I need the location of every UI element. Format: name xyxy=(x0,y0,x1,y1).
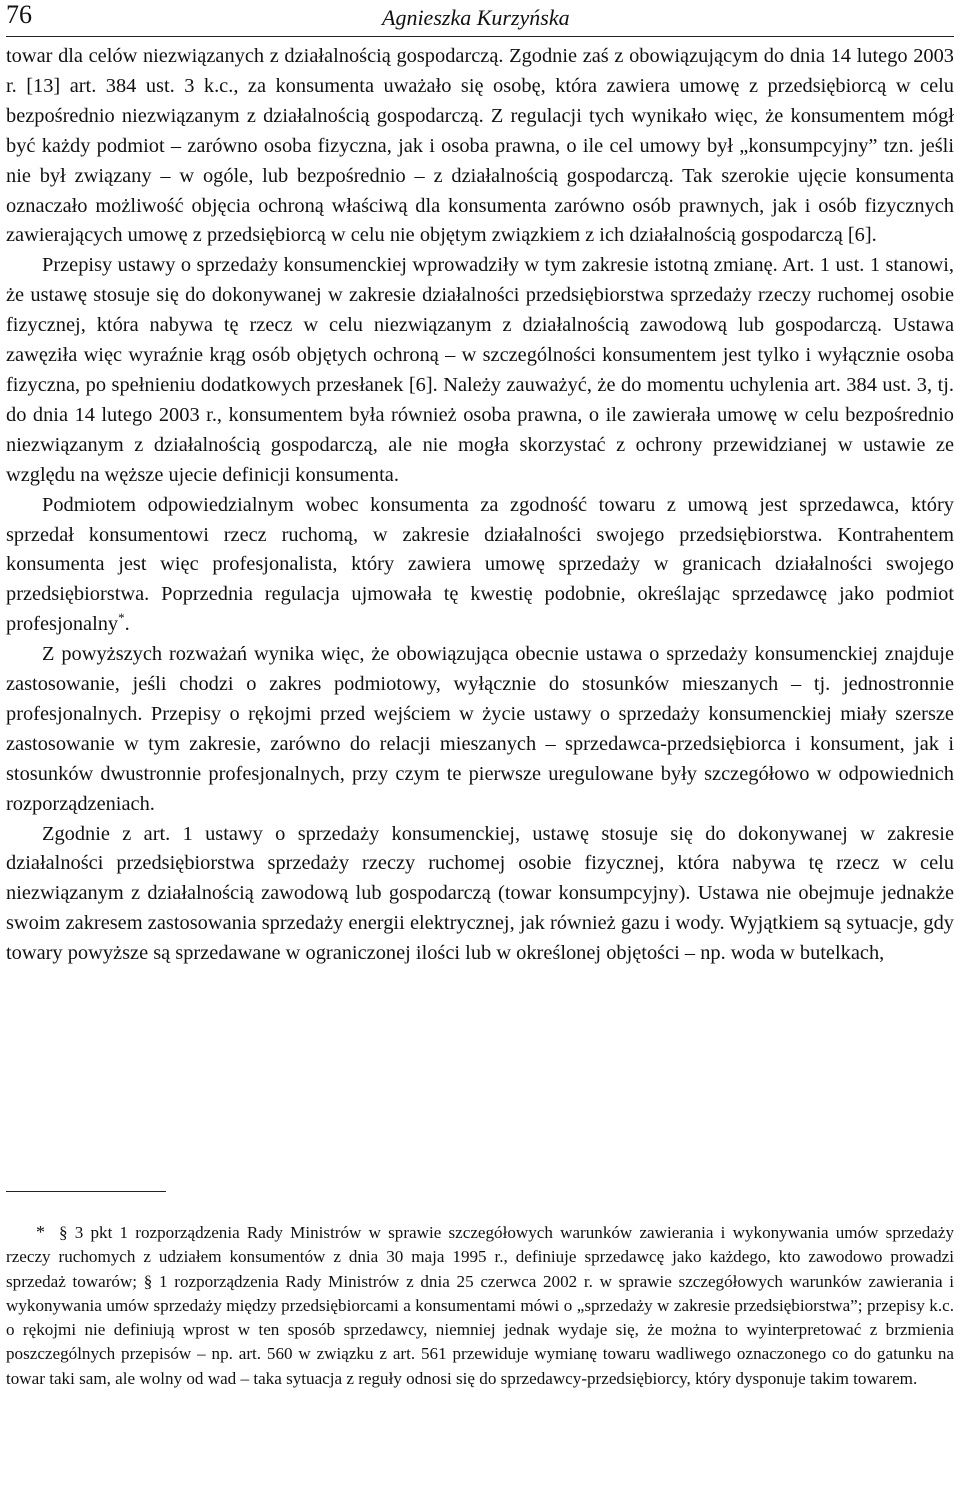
paragraph-1: towar dla celów niezwiązanych z działalnością gospodarczą. Zgodnie zaś z obowiązującym do dnia 14 lutego 2003 r. [13] art. 384 ust. 3 k.c., za konsumenta uważało się osobę, która zawiera umowę z przedsiębiorcą w celu bezpośrednio niezwiązanym z działalnością gospodarczą. Z regulacji tych wynikało więc, że konsumentem mógł być każdy podmiot – zarówno osoba fizyczna, jak i osoba prawna, o ile cel umowy był „konsumpcyjny” tzn. jeśli nie był związany – w ogóle, lub bezpośrednio – z działalnością gospodarczą. Tak szerokie ujęcie konsumenta oznaczało możliwość objęcia ochroną właściwą dla konsumenta zarówno osób prawnych, jak i osób fizycznych zawierających umowę z przedsiębiorcą w celu nie objętym związkiem z ich działalnością gospodarczą [6]. xyxy=(6,45,954,247)
paragraph-4: Z powyższych rozważań wynika więc, że obowiązująca obecnie ustawa o sprzedaży konsumenckiej znajduje zastosowanie, jeśli chodzi o zakres podmiotowy, wyłącznie do stosunków mieszanych – tj. jednostronnie profesjonalnych. Przepisy o rękojmi przed wejściem w życie ustawy o sprzedaży konsumenckiej miały szersze zastosowanie w tym zakresie, zarówno do relacji mieszanych – sprzedawca-przedsiębiorca i konsument, jak i stosunków dwustronnie profesjonalnych, przy czym te pierwsze uregulowane były szczegółowo w odpowiednich rozporządzeniach. xyxy=(6,643,954,815)
footnote-reference[interactable]: * xyxy=(118,610,125,626)
footnote-separator xyxy=(6,1191,166,1192)
body-text xyxy=(6,42,954,969)
paragraph-3-text: Podmiotem odpowiedzialnym wobec konsumenta za zgodność towaru z umową jest sprzedawca, który sprzedał konsumentowi rzecz ruchomą, w zakresie działalności swojego przedsiębiorstwa. Kontrahentem konsumenta jest więc profesjonalista, który zawiera umowę sprzedaży w granicach działalności swojego przedsiębiorstwa. Poprzednia regulacja ujmowała tę kwestię podobnie, określając sprzedawcę jako podmiot profesjonalny xyxy=(6,493,954,636)
footnote-text: § 3 pkt 1 rozporządzenia Rady Ministrów w sprawie szczegółowych warunków zawierania i wykonywania umów sprzedaży rzeczy ruchomych z udziałem konsumentów z dnia 30 maja 1995 r., definiuje sprzedawcę jako każdego, kto zawodowo prowadzi sprzedaż towarów; § 1 rozporządzenia Rady Ministrów z dnia 25 czerwca 2002 r. w sprawie szczegółowych warunków zawierania i wykonywania umów sprzedaży między przedsiębiorcami a konsumentami mówi o „sprzedaży w zakresie przedsiębiorstwa”; przepisy k.c. o rękojmi nie definiują wprost w ten sposób sprzedawcy, niemniej jednak wydaje się, że można to wyinterpretować z brzmienia poszczególnych przepisów – np. art. 560 w związku z art. 561 przewiduje wymianę towaru wadliwego oznaczonego co do gatunku na towar taki sam, ale wolny od wad – taka sytuacja z reguły odnosi się do sprzedawcy-przedsiębiorcy, który dysponuje takim towarem. xyxy=(6,1223,954,1388)
paragraph-3: Podmiotem odpowiedzialnym wobec konsumenta za zgodność towaru z umową jest sprzedawca, który sprzedał konsumentowi rzecz ruchomą, w zakresie działalności swojego przedsiębiorstwa. Kontrahentem konsumenta jest więc profesjonalista, który zawiera umowę sprzedaży w granicach działalności swojego przedsiębiorstwa. Poprzednia regulacja ujmowała tę kwestię podobnie, określając sprzedawcę jako podmiot profesjonalny*. xyxy=(6,493,954,636)
running-head: Agnieszka Kurzyńska xyxy=(382,5,570,30)
paragraph-5: Zgodnie z art. 1 ustawy o sprzedaży konsumenckiej, ustawę stosuje się do dokonywanej w zakresie działalności przedsiębiorstwa sprzedaży rzeczy ruchomej osobie fizycznej, która nabywa tę rzecz w celu niezwiązanym z działalnością zawodową lub gospodarczą (towar konsumpcyjny). Ustawa nie obejmuje jednakże swoim zakresem zastosowania sprzedaży energii elektrycznej, jak również gazu i wody. Wyjątkiem są sytuacje, gdy towary powyższe są sprzedawane w ograniczonej ilości lub w określonej objętości – np. woda w butelkach, xyxy=(6,822,954,965)
page-number: 76 xyxy=(6,0,32,29)
paragraph-2: Przepisy ustawy o sprzedaży konsumenckiej wprowadziły w tym zakresie istotną zmianę. Art. 1 ust. 1 stanowi, że ustawę stosuje się do dokonywanej w zakresie działalności przedsiębiorstwa sprzedaży rzeczy ruchomej osobie fizycznej, która nabywa tę rzecz w celu niezwiązanym z działalnością zawodową lub gospodarczą. Ustawa zawęziła więc wyraźnie krąg osób objętych ochroną – w szczególności konsumentem jest tylko i wyłącznie osoba fizyczna, po spełnieniu dodatkowych przesłanek [6]. Należy zauważyć, że do momentu uchylenia art. 384 ust. 3, tj. do dnia 14 lutego 2003 r., konsumentem była również osoba prawna, o ile zawierała umowę w celu bezpośrednio niezwiązanym z działalnością gospodarczą, ale nie mogła skorzystać z ochrony przewidzianej w ustawie ze względu na węższe ujecie definicji konsumenta. xyxy=(6,254,954,486)
footnote-marker: * xyxy=(36,1222,45,1242)
page-header xyxy=(6,0,954,37)
footnote xyxy=(6,1220,954,1391)
